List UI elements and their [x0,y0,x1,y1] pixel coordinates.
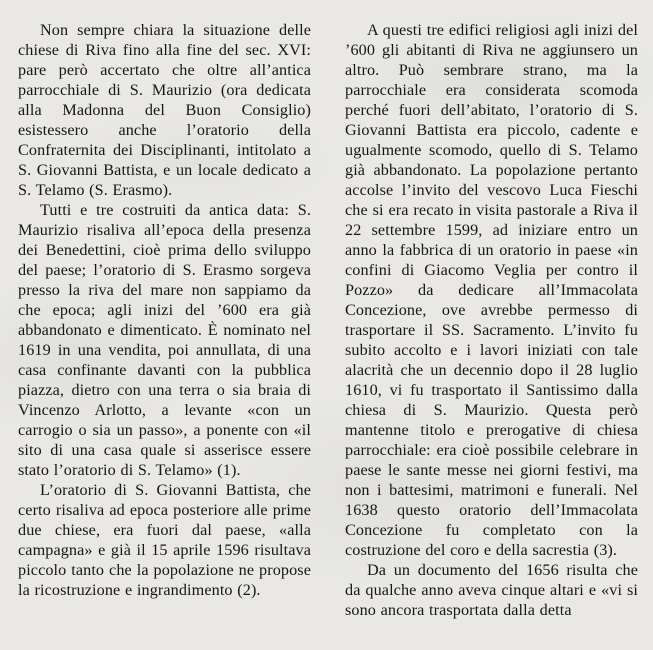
right-column [345,20,638,642]
paragraph: Non sempre chiara la situazione delle chiese di Riva fino alla fine del sec. XVI: pare però accertato che oltre all’antica parrocchiale di S. Maurizio (ora dedicata alla Madonna del Buon Consiglio) esistessero anche l’oratorio della Confraternita dei Disciplinanti, intitolato a S. Giovanni Battista, e un locale dedicato a S. Telamo (S. Erasmo). [18,21,311,199]
paragraph: Tutti e tre costruiti da antica data: S. Maurizio risaliva all’epoca della presenza dei Benedettini, cioè prima dello sviluppo del paese; l’oratorio di S. Erasmo sorgeva presso la riva del mare non sappiamo da che epoca; agli inizi del ’600 era già abbandonato e dimenticato. È nominato nel 1619 in una vendita, poi annullata, di una casa confinante davanti con la pubblica piazza, dietro con una terra o sia braia di Vincenzo Arlotto, a levante «con un carrogio o sia un passo», a ponente con «il sito di una casa quale si asserisce essere stato l’oratorio di S. Telamo» (1). [18,201,311,479]
left-column [18,20,311,642]
paragraph: Da un documento del 1656 risulta che da qualche anno aveva cinque altari e «vi si sono ancora trasportata dalla detta [345,561,638,619]
paragraph: A questi tre edifici religiosi agli inizi del ’600 gli abitanti di Riva ne aggiunsero un altro. Può sembrare strano, ma la parrocchiale era considerata scomoda perché fuori dell’abitato, l’oratorio di S. Giovanni Battista era piccolo, cadente e ugualmente scomodo, quello di S. Telamo già abbandonato. La popolazione pertanto accolse l’invito del vescovo Luca Fieschi che si era recato in visita pastorale a Riva il 22 settembre 1599, ad iniziare entro un anno la fabbrica di un oratorio in paese «in confini di Giacomo Veglia per contro il Pozzo» da dedicare all’Immacolata Concezione, ove avrebbe permesso di trasportare il SS. Sacramento. L’invito fu subito accolto e i lavori iniziati con tale alacrità che un decennio dopo il 28 luglio 1610, vi fu trasportato il Santissimo dalla chiesa di S. Maurizio. Questa però mantenne titolo e prerogative di chiesa parrocchiale: era cioè possibile celebrare in paese le sante messe nei giorni festivi, ma non i battesimi, matrimoni e funerali. Nel 1638 questo oratorio dell’Immacolata Concezione fu completato con la costruzione del coro e della sacrestia (3). [345,21,638,559]
paragraph: L’oratorio di S. Giovanni Battista, che certo risaliva ad epoca posteriore alle prime due chiese, era fuori dal paese, «alla campagna» e già il 15 aprile 1596 risultava piccolo tanto che la popolazione ne propose la ricostruzione e ingrandimento (2). [18,481,311,599]
